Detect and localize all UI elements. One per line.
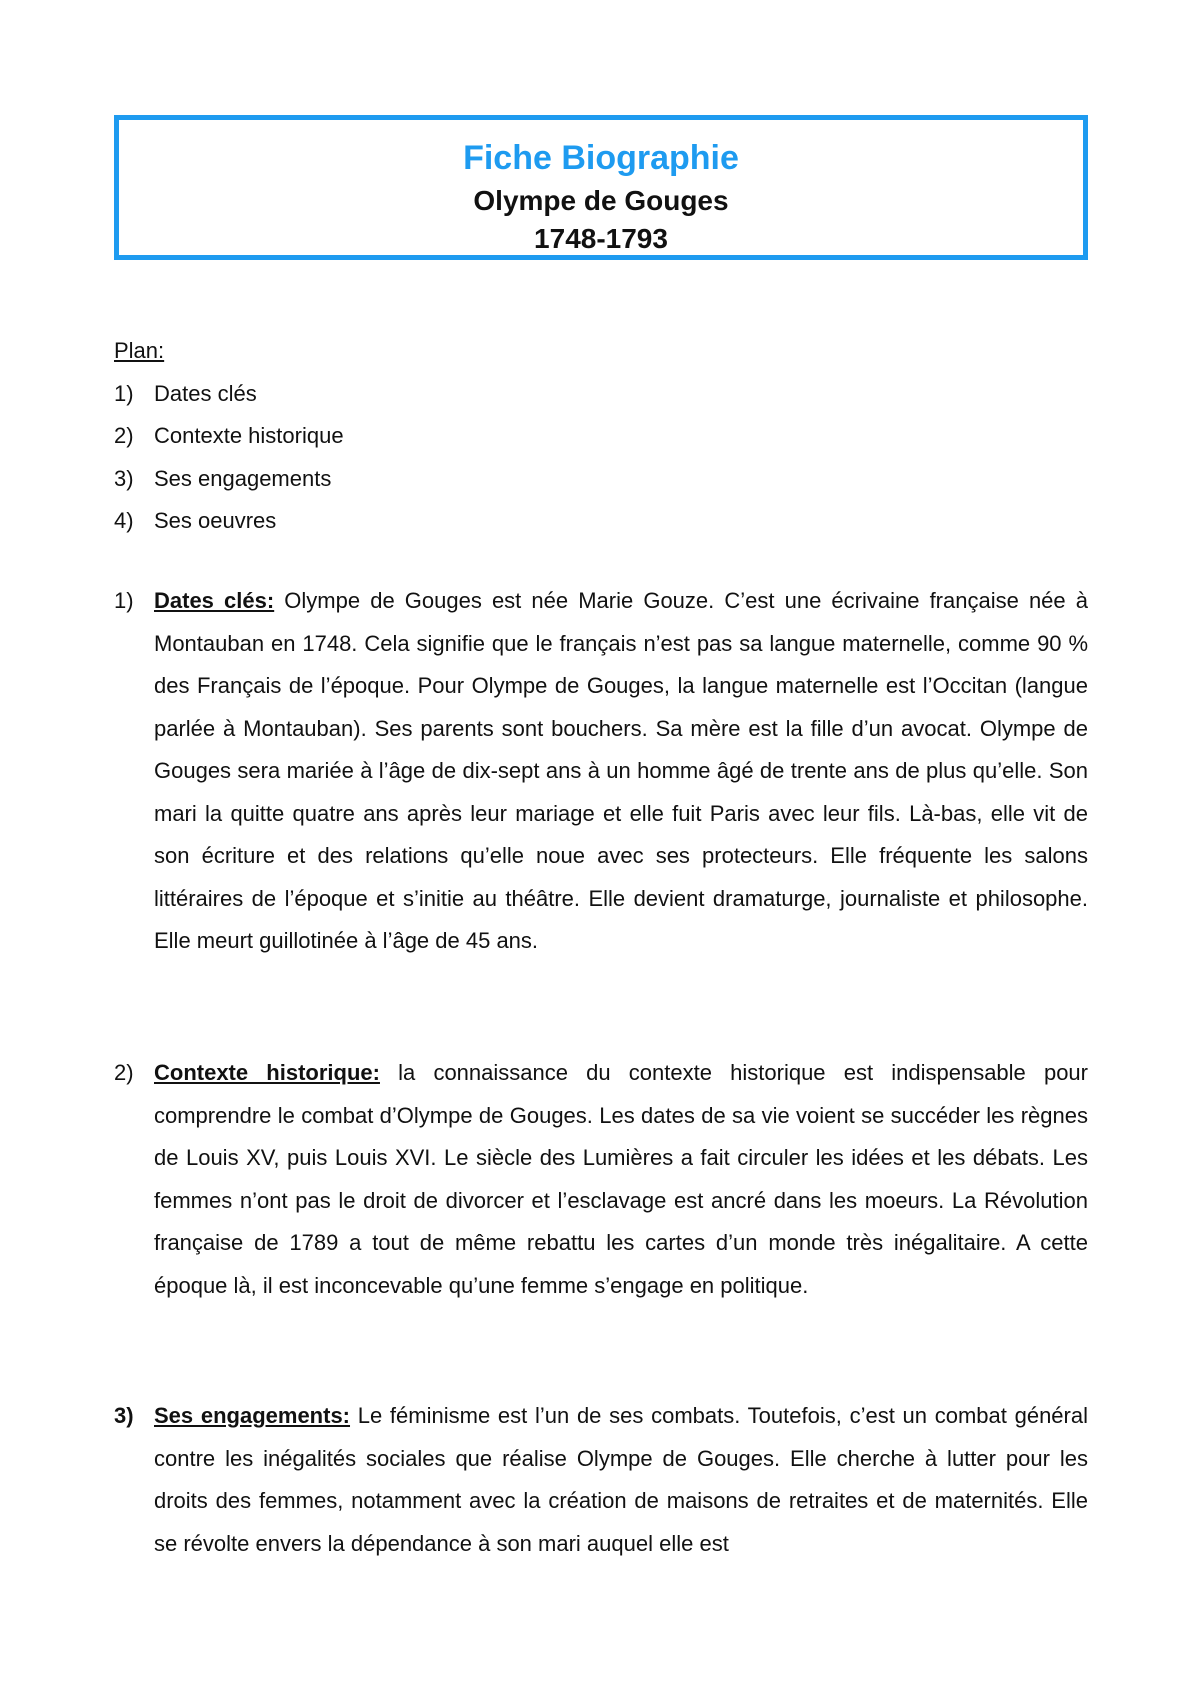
plan-item [114,373,1088,416]
plan-item-label: Contexte historique [154,423,344,448]
title-box [114,115,1088,260]
plan-item-number: 1) [114,380,134,406]
plan-item [114,415,1088,458]
plan-item-number: 3) [114,465,134,491]
plan-item-number: 2) [114,423,134,448]
document-title: Fiche Biographie [463,139,739,177]
subject-years: 1748-1793 [534,223,668,254]
section-content [154,580,1088,963]
plan-heading: Plan: [114,338,165,363]
section-text: la connaissance du contexte historique est indispensable pour comprendre le combat d’Olympe de Gouges. Les dates de sa vie voient se succéder les règnes de Louis XV, puis Louis XVI. Le siècle des Lumières a fait circuler les idées et les débats. Les femmes n’ont pas le droit de divorcer et l’esclavage est ancré dans les moeurs. La Révolution française de 1789 a tout de même rebattu les cartes d’un monde très inégalitaire. A cette époque là, il est inconcevable qu’une femme s’engage en politique. [154,1060,1088,1298]
plan-list [114,373,1088,543]
plan-item-number: 4) [114,508,134,533]
section-title: Ses engagements: [154,1403,351,1428]
section-dates-cles [114,580,1088,963]
section-title: Contexte historique: [154,1060,380,1085]
plan-item-label: Ses oeuvres [154,508,277,533]
plan-item-label: Ses engagements [154,465,332,491]
section-content [154,1395,1088,1565]
section-contexte-historique [114,1052,1088,1307]
section-content [154,1052,1088,1307]
plan-item [114,500,1088,543]
plan-block [114,330,1088,543]
plan-item [114,458,1088,501]
section-text: Olympe de Gouges est née Marie Gouze. C’est une écrivaine française née à Montauban en 1748. Cela signifie que le français n’est pas sa langue maternelle, comme 90 % des Français de l’époque. Pour Olympe de Gouges, la langue maternelle est l’Occitan (langue parlée à Montauban). Ses parents sont bouchers. Sa mère est la fille d’un avocat. Olympe de Gouges sera mariée à l’âge de dix-sept ans à un homme âgé de trente ans de plus qu’elle. Son mari la quitte quatre ans après leur mariage et elle fuit Paris avec leur fils. Là-bas, elle vit de son écriture et des relations qu’elle noue avec ses protecteurs. Elle fréquente les salons littéraires de l’époque et s’initie au théâtre. Elle devient dramaturge, journaliste et philosophe. Elle meurt guillotinée à l’âge de 45 ans. [154,588,1089,953]
subject-name: Olympe de Gouges [473,185,729,216]
section-text: Le féminisme est l’un de ses combats. Toutefois, c’est un combat général contre les inégalités sociales que réalise Olympe de Gouges. Elle cherche à lutter pour les droits des femmes, notamment avec la création de maisons de retraites et de maternités. Elle se révolte envers la dépendance à son mari auquel elle est [154,1403,1088,1556]
section-title: Dates clés: [154,588,275,613]
plan-item-label: Dates clés [154,380,257,406]
section-number: 2) [114,1060,134,1085]
section-number: 3) [114,1403,134,1428]
section-number: 1) [114,588,134,613]
section-engagements [114,1395,1088,1565]
